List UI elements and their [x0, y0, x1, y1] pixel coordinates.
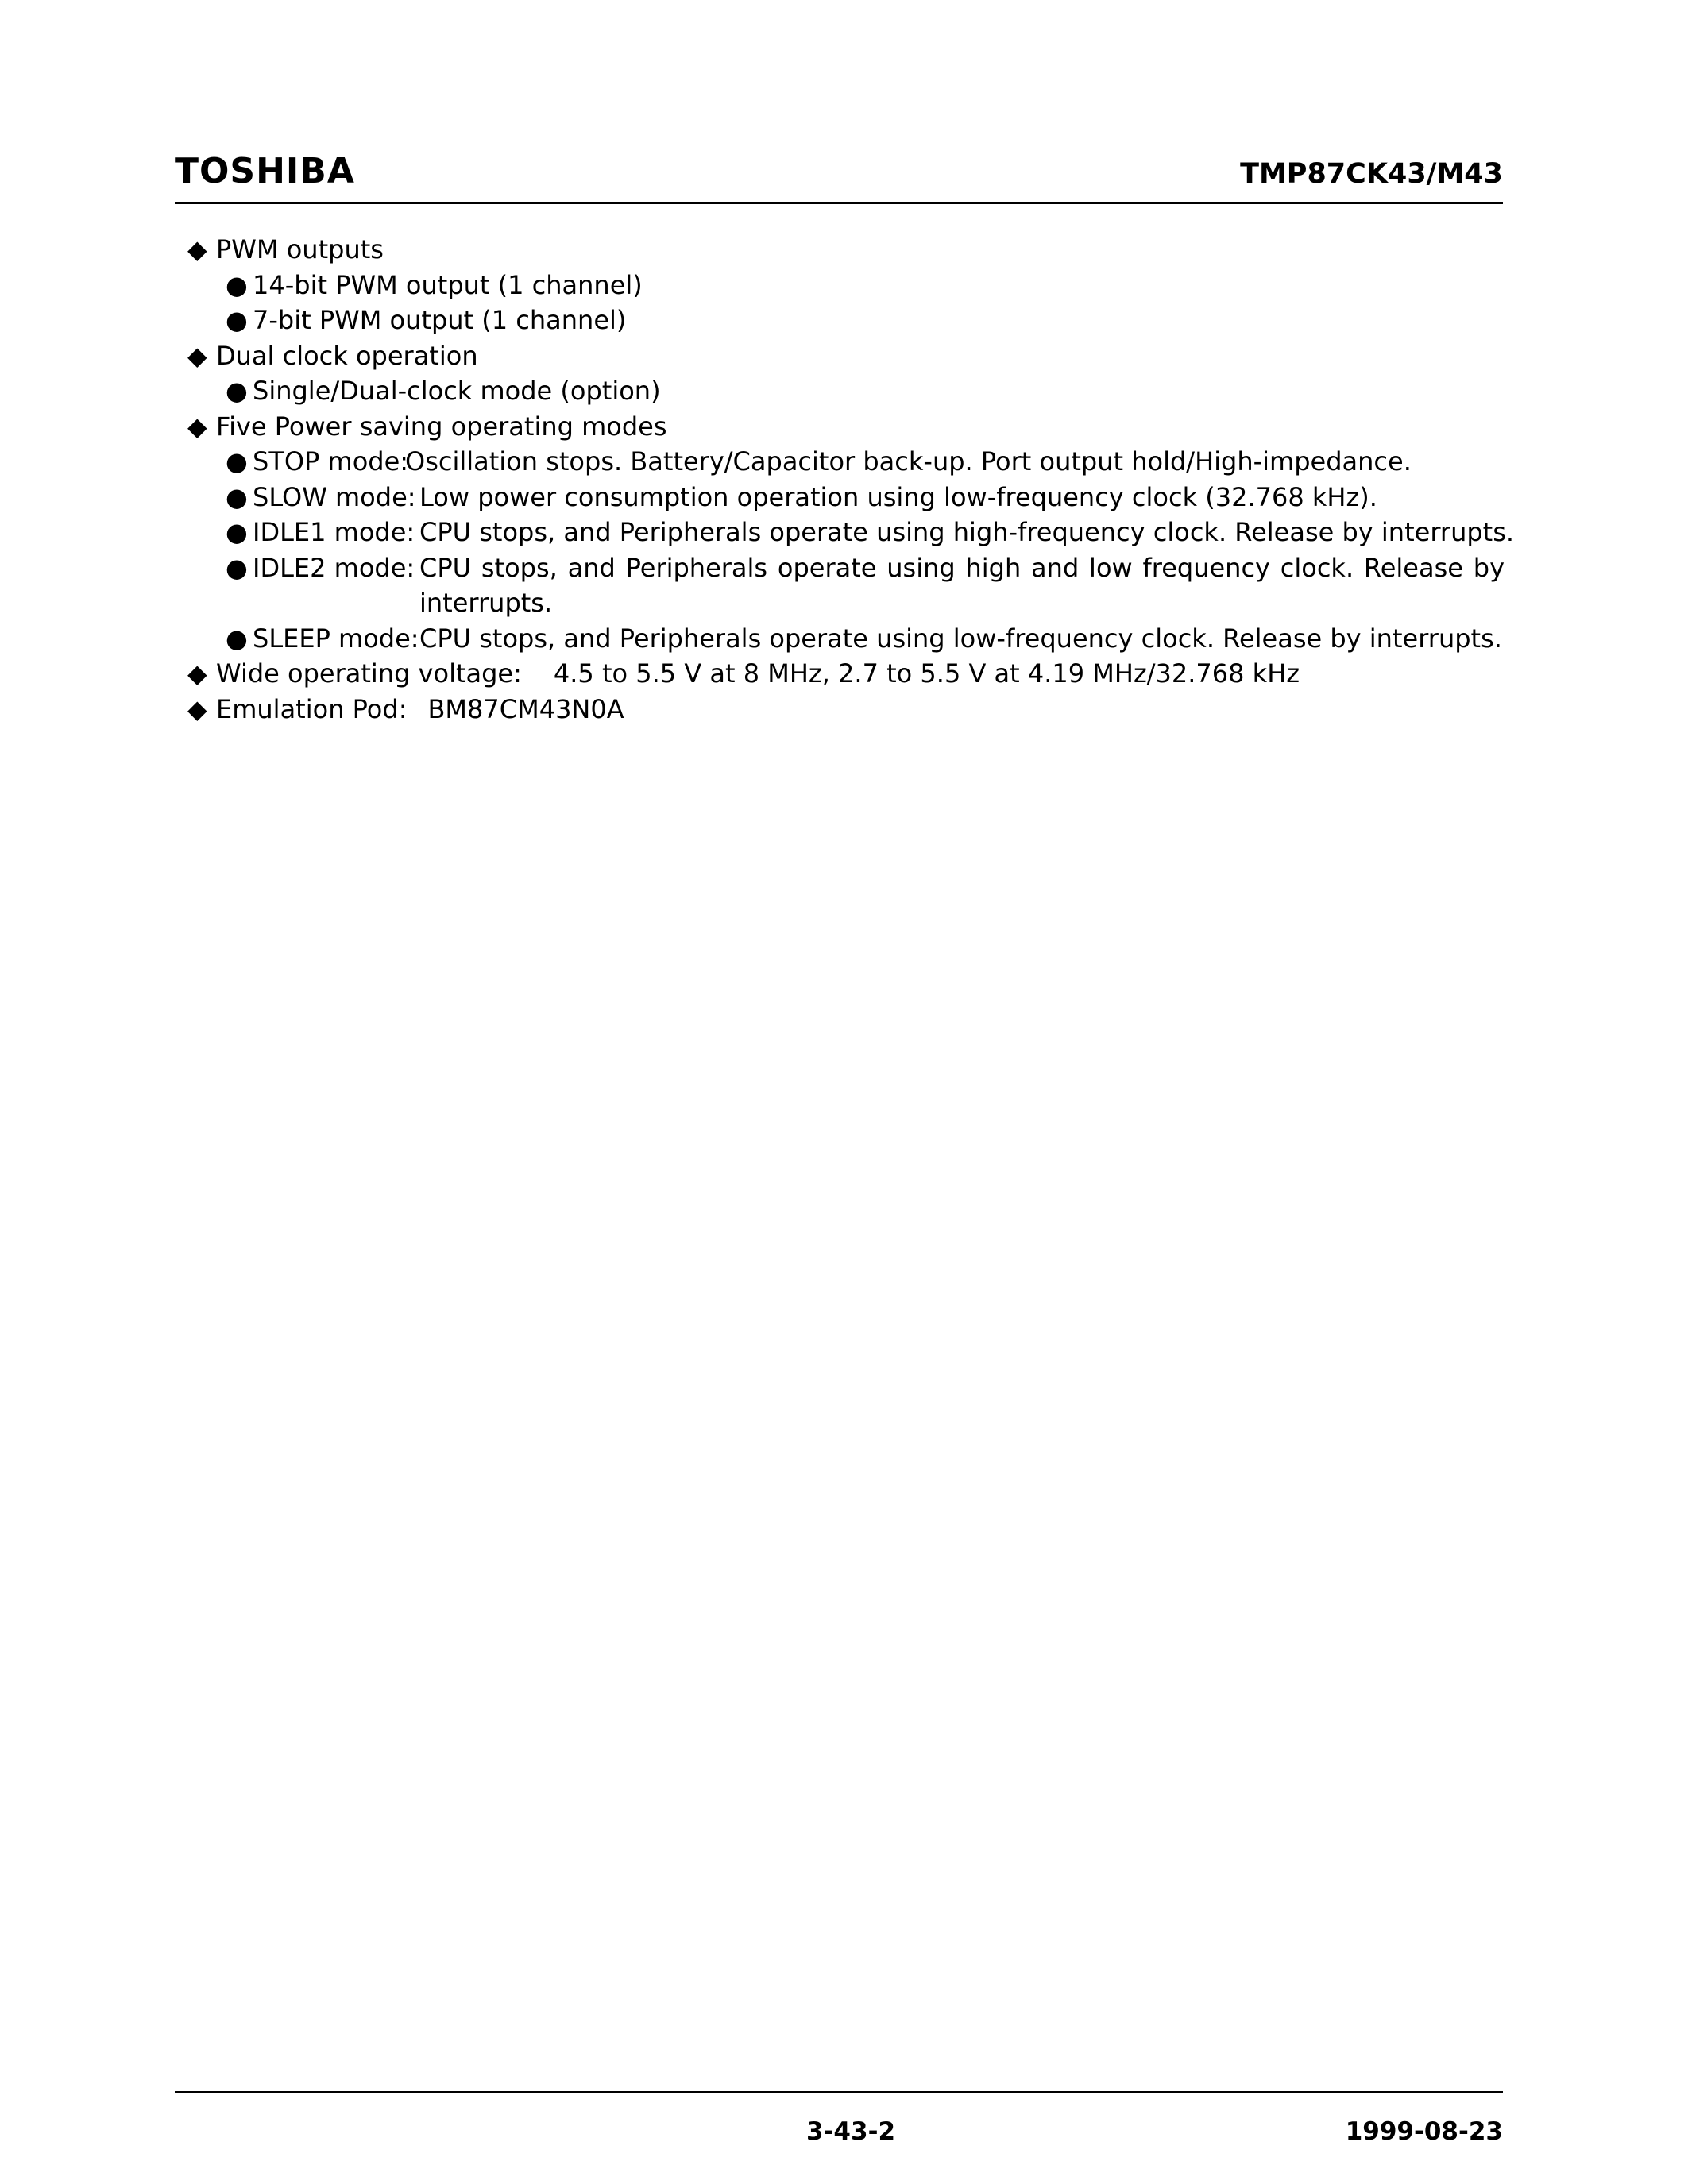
mode-label: STOP mode: — [253, 446, 409, 477]
feature-list — [187, 232, 1515, 727]
mode-item-sleep — [187, 621, 1506, 657]
section-title: Dual clock operation — [216, 340, 478, 371]
section-title: PWM outputs — [216, 234, 384, 264]
section-power-saving — [187, 409, 1506, 445]
section-operating-voltage — [187, 656, 1506, 692]
dot-bullet-icon: ● — [226, 481, 248, 512]
dot-bullet-icon: ● — [226, 552, 248, 583]
list-item — [187, 268, 1506, 303]
section-title: Five Power saving operating modes — [216, 411, 667, 442]
diamond-bullet-icon: ◆ — [187, 340, 207, 371]
header-rule — [175, 202, 1503, 204]
dot-bullet-icon: ● — [226, 376, 248, 406]
section-dual-clock — [187, 338, 1506, 374]
mode-text: CPU stops, and Peripherals operate using low-frequency clock. Release by interrupts. — [419, 623, 1502, 654]
dot-bullet-icon: ● — [226, 623, 248, 654]
dot-bullet-icon: ● — [226, 305, 248, 335]
diamond-bullet-icon: ◆ — [187, 234, 207, 264]
mode-label: IDLE1 mode: — [253, 517, 415, 547]
section-pwm-outputs — [187, 232, 1506, 268]
mode-text: CPU stops, and Peripherals operate using high-frequency clock. Release by interrupts. — [419, 517, 1515, 547]
mode-text: Oscillation stops. Battery/Capacitor back-up. Port output hold/High-impedance. — [405, 446, 1412, 477]
mode-text: CPU stops, and Peripherals operate using high and low frequency clock. Release by interrupts. — [419, 552, 1505, 618]
publish-date: 1999-08-23 — [1345, 2117, 1503, 2146]
footer-rule — [175, 2091, 1503, 2093]
mode-label: IDLE2 mode: — [253, 552, 415, 583]
section-label: Wide operating voltage: — [216, 658, 522, 689]
mode-item-stop — [187, 444, 1506, 480]
dot-bullet-icon: ● — [226, 269, 248, 300]
mode-item-slow — [187, 480, 1506, 515]
toshiba-logo: TOSHIBA — [175, 151, 355, 191]
section-label: Emulation Pod: — [216, 693, 408, 724]
dot-bullet-icon: ● — [226, 517, 248, 547]
diamond-bullet-icon: ◆ — [187, 693, 207, 724]
diamond-bullet-icon: ◆ — [187, 658, 207, 689]
emulation-pod-value: BM87CM43N0A — [427, 693, 624, 724]
mode-item-idle2 — [187, 550, 1506, 621]
list-item-text: Single/Dual-clock mode (option) — [253, 376, 661, 406]
mode-item-idle1 — [187, 515, 1515, 550]
part-number: TMP87CK43/M43 — [1240, 158, 1503, 190]
voltage-value: 4.5 to 5.5 V at 8 MHz, 2.7 to 5.5 V at 4.19 MHz/32.768 kHz — [553, 658, 1300, 689]
page-number: 3-43-2 — [806, 2117, 896, 2146]
list-item — [187, 373, 1506, 409]
list-item-text: 7-bit PWM output (1 channel) — [253, 305, 627, 335]
list-item — [187, 303, 1506, 338]
mode-label: SLOW mode: — [253, 481, 416, 512]
dot-bullet-icon: ● — [226, 446, 248, 477]
list-item-text: 14-bit PWM output (1 channel) — [253, 269, 643, 300]
mode-label: SLEEP mode: — [253, 623, 419, 654]
mode-text: Low power consumption operation using low-frequency clock (32.768 kHz). — [419, 481, 1377, 512]
section-emulation-pod — [187, 692, 1506, 727]
diamond-bullet-icon: ◆ — [187, 411, 207, 442]
